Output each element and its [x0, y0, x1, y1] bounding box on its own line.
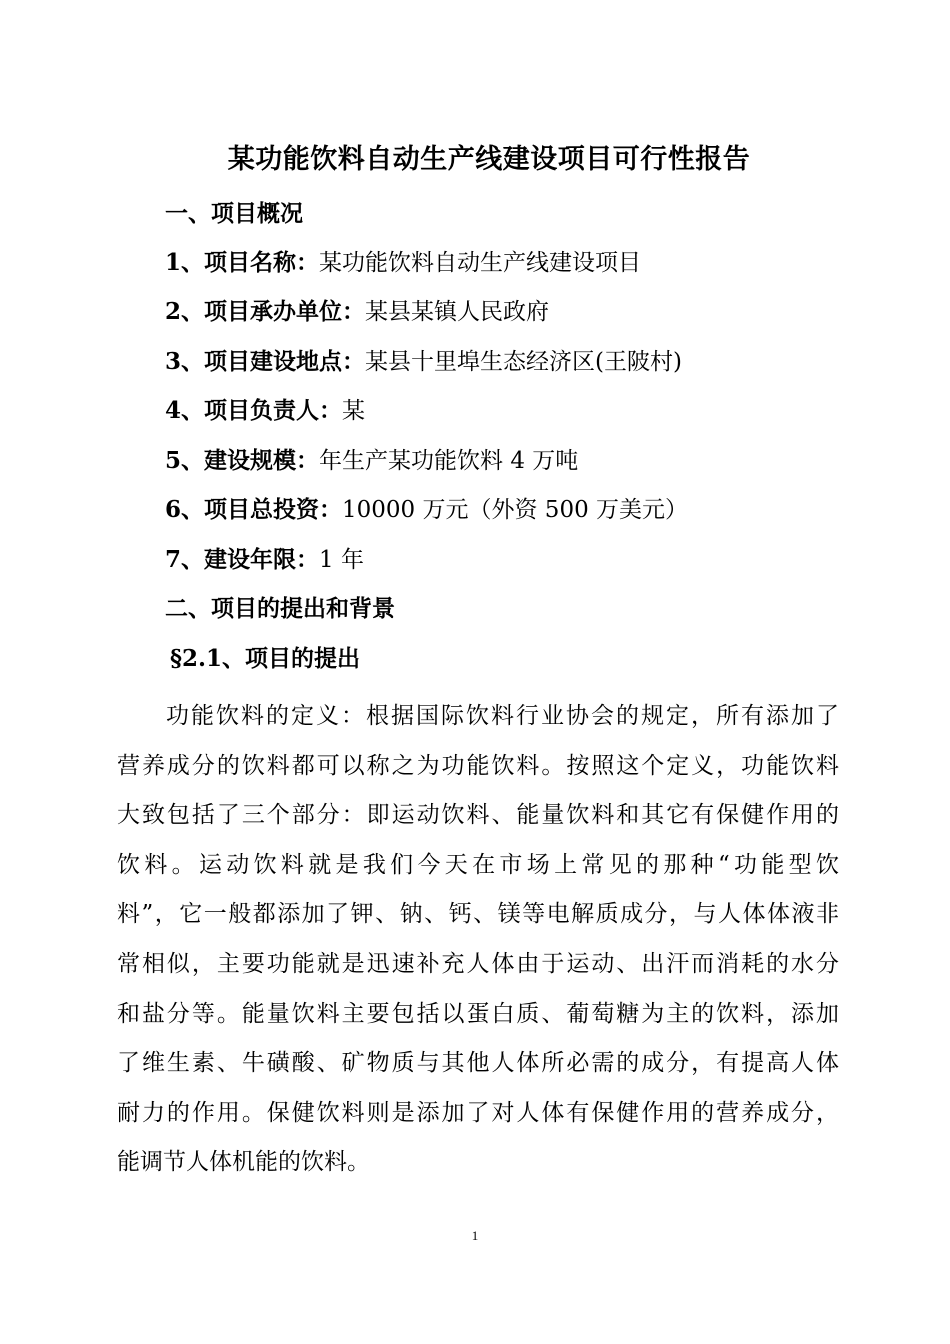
- paragraph-line: 能调节人体机能的饮料。: [117, 1149, 370, 1176]
- paragraph-line: 料”，它一般都添加了钾、钠、钙、镁等电解质成分，与人体体液非: [117, 901, 839, 928]
- page-number: 1: [471, 1228, 479, 1243]
- overview-item-key: 6、项目总投资：: [165, 496, 343, 523]
- paragraph-line: 耐力的作用。保健饮料则是添加了对人体有保健作用的营养成分，: [117, 1099, 839, 1126]
- paragraph-line: 大致包括了三个部分：即运动饮料、能量饮料和其它有保健作用的: [117, 802, 839, 829]
- overview-item-value: 某县十里埠生态经济区(王陂村): [365, 349, 682, 375]
- overview-item-value: 某县某镇人民政府: [365, 299, 550, 325]
- overview-item-7: [165, 543, 364, 577]
- document-title: 某功能饮料自动生产线建设项目可行性报告: [227, 144, 751, 175]
- overview-item-key: 5、建设规模：: [165, 447, 320, 474]
- overview-item-key: 4、项目负责人：: [165, 397, 343, 424]
- overview-item-4: [165, 394, 365, 428]
- paragraph-line: 营养成分的饮料都可以称之为功能饮料。按照这个定义，功能饮料: [117, 752, 839, 779]
- overview-item-key: 7、建设年限：: [165, 546, 320, 573]
- paragraph-line: 功能饮料的定义：根据国际饮料行业协会的规定，所有添加了: [166, 703, 839, 729]
- overview-item-2: [165, 295, 549, 329]
- section-2-1-heading: §2.1、项目的提出: [170, 645, 361, 672]
- section-1-heading: 一、项目概况: [165, 200, 303, 227]
- overview-item-value: 某: [342, 398, 366, 424]
- overview-item-value: 某功能饮料自动生产线建设项目: [319, 250, 642, 276]
- definition-paragraph: [117, 692, 839, 1188]
- paragraph-line: 和盐分等。能量饮料主要包括以蛋白质、葡萄糖为主的饮料，添加: [117, 1000, 839, 1027]
- paragraph-line: 了维生素、牛磺酸、矿物质与其他人体所必需的成分，有提高人体: [117, 1050, 839, 1077]
- section-2-heading: 二、项目的提出和背景: [165, 595, 395, 622]
- overview-item-value: 年生产某功能饮料 4 万吨: [319, 448, 579, 474]
- paragraph-line: 常相似，主要功能就是迅速补充人体由于运动、出汗而消耗的水分: [117, 950, 839, 977]
- overview-item-5: [165, 444, 578, 478]
- overview-item-value: 10000 万元（外资 500 万美元）: [342, 497, 689, 523]
- overview-item-value: 1 年: [319, 547, 364, 573]
- overview-item-1: [165, 246, 641, 280]
- overview-item-3: [165, 345, 682, 379]
- overview-item-6: [165, 493, 688, 527]
- overview-item-key: 2、项目承办单位：: [165, 298, 366, 325]
- paragraph-line: 饮料。运动饮料就是我们今天在市场上常见的那种“功能型饮: [117, 851, 839, 878]
- overview-item-key: 1、项目名称：: [165, 249, 320, 276]
- overview-item-key: 3、项目建设地点：: [165, 348, 366, 375]
